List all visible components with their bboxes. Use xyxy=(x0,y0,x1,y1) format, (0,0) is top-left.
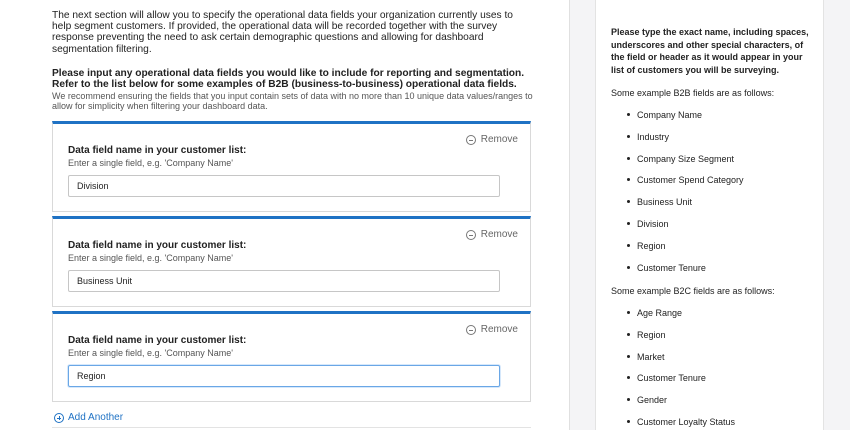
field-card-1 xyxy=(52,121,531,212)
instructions-subtitle: We recommend ensuring the fields that you input contain sets of data with no more than 10 unique data values/ranges to allow for simplicity when filtering your dashboard data. xyxy=(52,91,533,111)
list-item: Market xyxy=(627,352,735,374)
b2c-heading: Some example B2C fields are as follows: xyxy=(611,286,775,296)
b2b-list xyxy=(627,110,744,284)
section-divider xyxy=(52,427,531,428)
field-hint: Enter a single field, e.g. 'Company Name' xyxy=(68,348,234,358)
remove-circle-icon xyxy=(466,135,476,145)
list-item: Company Name xyxy=(627,110,744,132)
field-card-3 xyxy=(52,311,531,402)
list-item: Age Range xyxy=(627,308,735,330)
field-label: Data field name in your customer list: xyxy=(68,335,247,346)
list-item: Company Size Segment xyxy=(627,154,744,176)
list-item: Gender xyxy=(627,395,735,417)
remove-button[interactable] xyxy=(466,229,518,240)
data-field-input[interactable] xyxy=(68,365,500,387)
field-label: Data field name in your customer list: xyxy=(68,145,247,156)
list-item: Region xyxy=(627,241,744,263)
remove-circle-icon xyxy=(466,325,476,335)
add-circle-icon xyxy=(54,413,64,423)
remove-label: Remove xyxy=(480,324,518,335)
remove-label: Remove xyxy=(480,134,518,145)
add-another-button[interactable] xyxy=(54,412,123,423)
list-item: Customer Tenure xyxy=(627,373,735,395)
data-field-input[interactable] xyxy=(68,175,500,197)
field-label: Data field name in your customer list: xyxy=(68,240,247,251)
add-another-label: Add Another xyxy=(68,412,124,423)
list-item: Business Unit xyxy=(627,197,744,219)
list-item: Customer Tenure xyxy=(627,263,744,285)
b2c-list xyxy=(627,308,735,430)
intro-text: The next section will allow you to specify the operational data fields your organization currently uses to help segment customers. If provided, the operational data will be recorded together with the survey response preventing the need to ask certain demographic questions and allowing for dashboard segmentation filtering. xyxy=(52,10,513,55)
list-item: Industry xyxy=(627,132,744,154)
instructions-title: Please input any operational data fields you would like to include for reporting and segmentation. Refer to the list below for some examples of B2B (business-to-business) operational data fields. xyxy=(52,68,525,90)
remove-circle-icon xyxy=(466,230,476,240)
remove-button[interactable] xyxy=(466,324,518,335)
list-item: Region xyxy=(627,330,735,352)
remove-label: Remove xyxy=(480,229,518,240)
remove-button[interactable] xyxy=(466,134,518,145)
field-hint: Enter a single field, e.g. 'Company Name' xyxy=(68,158,234,168)
list-item: Division xyxy=(627,219,744,241)
field-hint: Enter a single field, e.g. 'Company Name' xyxy=(68,253,234,263)
field-card-2 xyxy=(52,216,531,307)
b2b-heading: Some example B2B fields are as follows: xyxy=(611,88,775,98)
list-item: Customer Spend Category xyxy=(627,175,744,197)
data-field-input[interactable] xyxy=(68,270,500,292)
sidebar-note: Please type the exact name, including spaces, underscores and other special characters, of the field or header as it would appear in your list of customers you will be surveying. xyxy=(611,27,809,75)
list-item: Customer Loyalty Status xyxy=(627,417,735,430)
